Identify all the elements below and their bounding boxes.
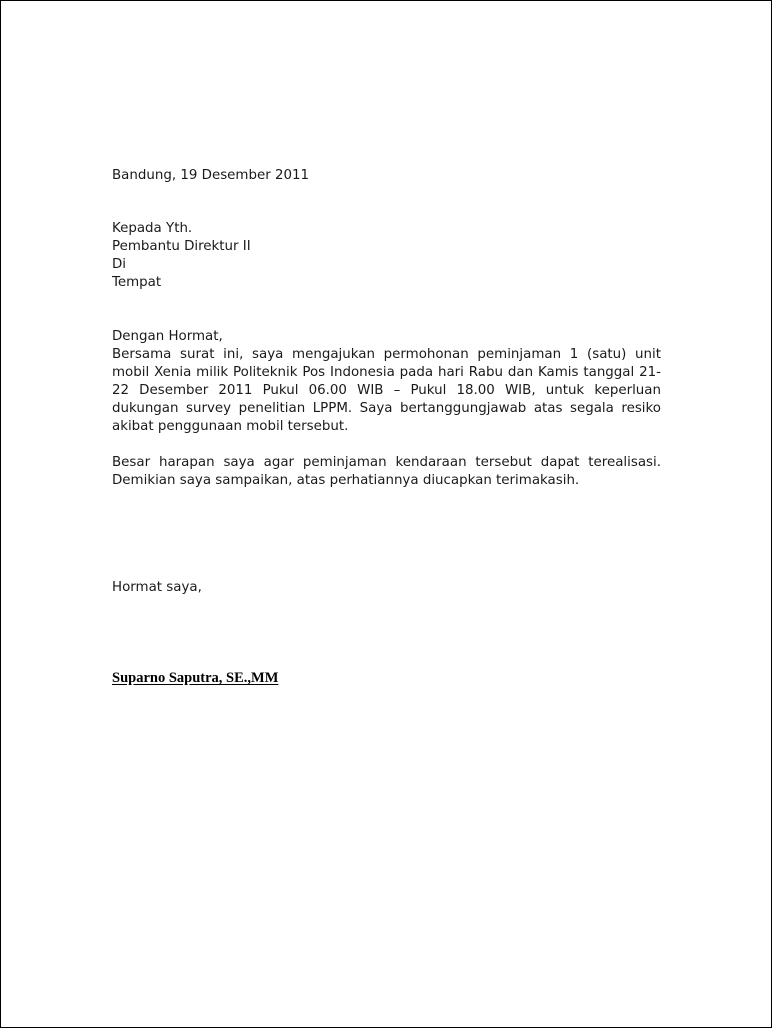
recipient-line: Di	[112, 257, 127, 272]
place-date: Bandung, 19 Desember 2011	[112, 168, 310, 183]
recipient-block	[112, 220, 661, 292]
recipient-line: Kepada Yth.	[112, 221, 193, 236]
signatory-name: Suparno Saputra, SE.,MM	[112, 670, 279, 686]
body-paragraph: Besar harapan saya agar peminjaman kendaraan tersebut dapat terealisasi. Demikian saya sampaikan, atas perhatiannya diucapkan terimakasih.	[112, 455, 661, 488]
letter-body	[112, 328, 661, 490]
salutation: Dengan Hormat,	[112, 329, 223, 344]
body-paragraph: Bersama surat ini, saya mengajukan permohonan peminjaman 1 (satu) unit mobil Xenia milik Politeknik Pos Indonesia pada hari Rabu dan Kamis tanggal 21-22 Desember 2011 Pukul 06.00 WIB – Pukul 18.00 WIB, untuk keperluan dukungan survey penelitian LPPM. Saya bertanggungjawab atas segala resiko akibat penggunaan mobil tersebut.	[112, 347, 661, 434]
recipient-line: Pembantu Direktur II	[112, 239, 251, 254]
recipient-line: Tempat	[112, 275, 162, 290]
closing: Hormat saya,	[112, 580, 202, 595]
